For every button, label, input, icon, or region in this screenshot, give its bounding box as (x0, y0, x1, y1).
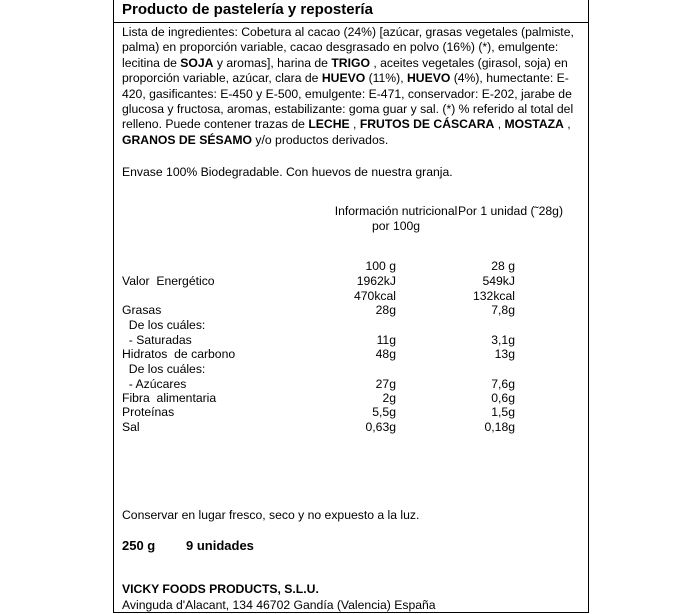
product-title: Producto de pastelería y repostería (122, 1, 373, 18)
company-name: VICKY FOODS PRODUCTS, S.L.U. (122, 582, 319, 596)
nutrient-value-unit: 0,6g (491, 391, 515, 405)
allergen-text: GRANOS DE SÉSAMO (122, 132, 253, 147)
allergen-text: FRUTOS DE CÁSCARA (359, 117, 495, 132)
nutrient-label: Sal (122, 420, 140, 434)
allergen-text: SOJA (180, 55, 214, 70)
allergen-text: LECHE (308, 117, 350, 132)
nutrition-basis-unit: 28 g (491, 259, 515, 273)
ingredient-text: y/o productos derivados. (252, 132, 389, 147)
nutrient-value-unit: 0,18g (484, 420, 515, 434)
nutrient-value-100g: 470kcal (353, 289, 396, 303)
ingredient-text: , aceites vegetales (girasol, soja) en proporción variable, azúcar, clara de (122, 55, 568, 86)
nutrient-label: Hidratos de carbono (122, 347, 236, 361)
allergen-text: MOSTAZA (504, 117, 564, 132)
nutrient-label: Valor Energético (122, 274, 215, 288)
nutrient-value-100g: 5,5g (372, 405, 396, 419)
ingredient-text: , (349, 117, 360, 132)
ingredient-text: , (563, 117, 571, 132)
nutrient-value-100g: 1962kJ (356, 274, 396, 288)
net-weight: 250 g (122, 538, 156, 553)
ingredients-list (122, 25, 578, 148)
nutrient-label: Fibra alimentaria (122, 391, 217, 405)
nutrition-basis-100g: 100 g (365, 259, 396, 273)
unit-count: 9 unidades (186, 538, 254, 553)
nutrient-label: De los cuáles: (122, 318, 206, 332)
nutrition-header-100g-line2: por 100g (371, 219, 421, 233)
nutrient-value-100g: 27g (375, 377, 396, 391)
allergen-text: TRIGO (331, 55, 370, 70)
nutrient-value-100g: 11g (376, 333, 396, 347)
packaging-note: Envase 100% Biodegradable. Con huevos de nuestra granja. (122, 165, 453, 179)
storage-note: Conservar en lugar fresco, seco y no expuesto a la luz. (122, 508, 420, 522)
nutrient-value-unit: 13g (494, 347, 515, 361)
ingredient-text: , (494, 117, 505, 132)
nutrient-value-100g: 0,63g (365, 420, 396, 434)
ingredient-text: y aromas], harina de (213, 55, 332, 70)
nutrient-value-unit: 1,5g (491, 405, 515, 419)
nutrient-label: De los cuáles: (122, 362, 206, 376)
nutrient-value-100g: 28g (375, 303, 396, 317)
nutrition-header-unit: Por 1 unidad (˜28g) (458, 204, 564, 218)
nutrient-label: - Azúcares (122, 377, 187, 391)
nutrient-value-100g: 2g (382, 391, 396, 405)
allergen-text: HUEVO (406, 71, 451, 86)
nutrient-value-unit: 3,1g (491, 333, 515, 347)
ingredient-text: (4%), humectante: E-420, gasificantes: E-450 y E-500, emulgente: E-471, conservador: E-202, jarabe de glucosa y fructosa, aromas, estabilizante: goma guar y sal. (*) % referido al total del relleno. Puede contener trazas de (122, 71, 574, 132)
nutrient-value-100g: 48g (375, 347, 396, 361)
ingredient-text: Lista de ingredientes: Cobetura al cacao (24%) [azúcar, grasas vegetales (palmiste, palma) en proporción variable, cacao desgrasado en polvo (16%) (*), emulgente: lecitina de (122, 25, 574, 70)
nutrient-value-unit: 7,6g (491, 377, 515, 391)
nutrient-label: Grasas (122, 303, 162, 317)
company-address: Avinguda d'Alacant, 134 46702 Gandía (Valencia) España (122, 598, 436, 612)
nutrient-value-unit: 549kJ (482, 274, 515, 288)
nutrition-header-100g-line1: Información nutricional (334, 204, 458, 218)
nutrient-value-unit: 7,8g (491, 303, 515, 317)
ingredient-text: (11%), (365, 71, 407, 86)
nutrient-label: Proteínas (122, 405, 175, 419)
nutrient-label: - Saturadas (122, 333, 192, 347)
allergen-text: HUEVO (321, 71, 366, 86)
nutrient-value-unit: 132kcal (472, 289, 515, 303)
